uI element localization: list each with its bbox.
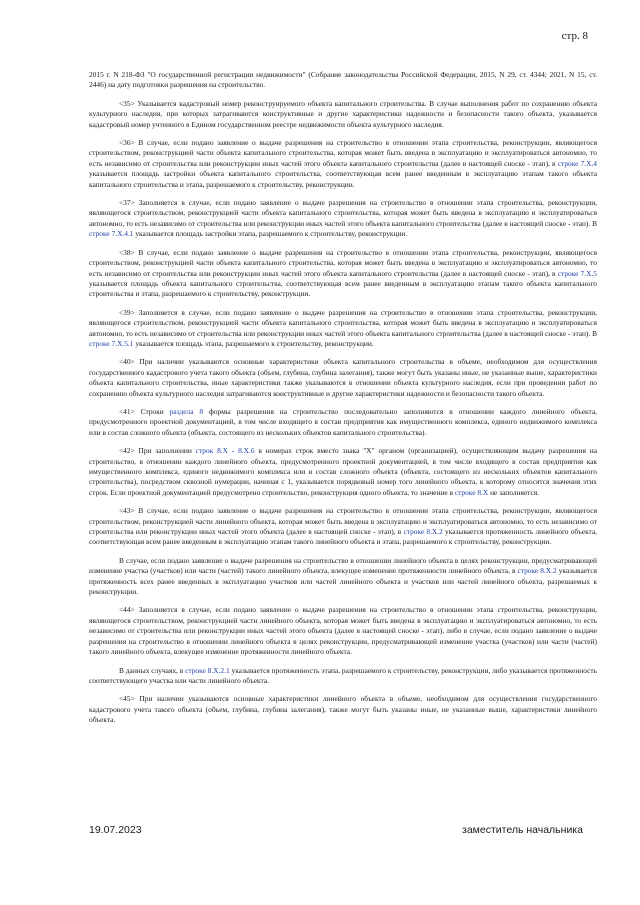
footnote-paragraph [89,556,597,598]
paragraph-text: указывается протяженность этапа, разрешаемого к строительству, реконструкции, либо указывается протяженность соответствующего участка или части линейного объекта. [89,665,597,685]
footnote-paragraph [89,198,597,240]
footer-signature-title: заместитель начальника [462,824,583,836]
footer-date: 19.07.2023 [89,824,142,836]
paragraph-text: <43> В случае, если подано заявление о выдаче разрешения на строительство в отношении этапа строительства, реконструкции, являющегося строительством, реконструкцией части линейного объекта, которая может быть введена в эксплуатацию и эксплуатироваться автономно, то есть независимо от строительства или реконструкции иных частей этого объекта (далее в настоящей сноске - этап), в [89,506,597,537]
paragraph-text: 2015 г. N 218-ФЗ "О государственной регистрации недвижимости" (Собрание законодательства Российской Федерации, 2015, N 29, ст. 4344; 2021, N 15, ст. 2446) на дату подготовки разрешения на строительство. [89,70,597,90]
paragraph-text: не заполняется. [488,487,539,497]
footnote-paragraph [89,666,597,687]
paragraph-text: В случае, если подано заявление о выдаче разрешения на строительство в отношении линейного объекта в целях реконструкции, предусматривающей изменение участка (участков) или части (частей) такого линейного объекта, влекущее изменение протяженности линейного объекта, в [89,555,597,576]
paragraph-text: <37> Заполняется в случае, если подано заявление о выдаче разрешения на строительство в отношении этапа строительства, реконструкции, являющегося строительством, реконструкцией части объекта капитального строительства, которая может быть введена в эксплуатацию и эксплуатироваться автономно, то есть независимо от строительства или реконструкции иных частей этого объекта капитального строительства (далее в настоящей сноске - этап). В [89,198,597,228]
document-body [89,70,597,734]
paragraph-text: <42> При заполнении [119,446,196,456]
cross-reference-link[interactable]: строке 8.Х.2 [517,566,557,576]
paragraph-text: указывается площадь этапа, разрешаемого к строительству, реконструкции. [133,338,374,348]
paragraph-text: в номерах строк вместо знака "Х" органом (организацией), осуществляющим выдачу разрешения на строительство, в отношении каждого линейного объекта, предусмотренного проектной документацией, в том числе входящего в состав предприятия как имущественного комплекса, единого недвижимого комплекса или в состав сложного объекта (объекта, состоящего из нескольких объектов капитального строительства), посредством сквозной нумерации, начиная с 1, указывается порядковый номер того линейного объекта, к которому относятся значения этих строк. Если проектной документацией предусмотрено строительство, реконструкция одного объекта, то значение в [89,446,598,497]
footnote-paragraph [89,357,597,399]
footnote-paragraph [89,605,597,657]
paragraph-text: <35> Указывается кадастровый номер реконструируемого объекта капитального строительства. В случае выполнения работ по сохранению объекта культурного наследия, при которых затрагиваются конструктивные и другие характеристики надежности и безопасности такого объекта, указывается кадастровый номер учтенного в Едином государственном реестре недвижимости объекта культурного наследия. [89,98,597,129]
paragraph-text: <44> Заполняется в случае, если подано заявление о выдаче разрешения на строительство в отношении этапа строительства, реконструкции, являющегося строительством, реконструкцией части линейного объекта, которая может быть введена в эксплуатацию и эксплуатироваться автономно, то есть независимо от строительства или реконструкции иных частей этого объекта (далее в настоящей сноске - этап), либо в случае, если подано заявление о выдаче разрешения на строительство в отношении линейного объекта в целях реконструкции, предусматривающей изменение участка (участков) или части (частей) такого линейного объекта, влекущее изменение протяженности линейного объекта. [89,605,597,657]
paragraph-text: <36> В случае, если подано заявление о выдаче разрешения на строительство в отношении этапа строительства, реконструкции, являющегося строительством, реконструкцией части объекта капитального строительства, которая может быть введена в эксплуатацию и эксплуатироваться автономно, то есть независимо от строительства или реконструкции иных частей этого объекта капитального строительства (далее в настоящей сноске - этап), в [89,138,597,168]
paragraph-text: указывается протяженность всех ранее введенных в эксплуатацию участков или частей линейного объекта и участков или частей линейного объекта, разрешаемых к реконструкции. [89,566,598,597]
paragraph-text: указывается площадь застройки объекта капитального строительства, соответствующая всем ранее введенным в эксплуатацию этапам такого объекта капитального строительства и этапа, разрешаемого к строительству, реконструкции. [89,169,597,189]
paragraph-text: <45> При наличии указываются основные характеристики линейного объекта в объеме, необходимом для осуществления государственного кадастрового учета такого объекта (объем, глубина, глубина залегания), также могут быть указаны иные, не указанные выше, характеристики линейного объекта. [89,694,597,725]
paragraph-text: В данных случаях, в [119,665,186,675]
cross-reference-link[interactable]: строке 7.Х.5.1 [89,338,134,348]
paragraph-text: указывается протяженность линейного объекта, соответствующая всем ранее введенным в эксплуатацию этапам такого линейного объекта и этапа, разрешаемого к строительству, реконструкции. [89,527,598,547]
cross-reference-link[interactable]: раздела 8 [169,406,204,416]
footnote-paragraph [89,308,597,350]
paragraph-text: <39> Заполняется в случае, если подано заявление о выдаче разрешения на строительство в отношении этапа строительства, реконструкции, являющегося строительством, реконструкцией части объекта капитального строительства, которая может быть введена в эксплуатацию и эксплуатироваться автономно, то есть независимо от строительства или реконструкции иных частей этого объекта капитального строительства (далее в настоящей сноске - этап). В [89,307,597,338]
footnote-paragraph [89,694,597,725]
cross-reference-link[interactable]: строк 8.Х - 8.Х.6 [195,446,255,456]
paragraph-text: <40> При наличии указываются основные характеристики объекта капитального строительства в объеме, необходимом для осуществления государственного кадастрового учета такого объекта (объем, глубина, глубина залегания), также могут быть указаны иные, не указанные выше, характеристики объекта капитального строительства, иные характеристики также указываются в отношении объекта культурного наследия, если при проведении работ по сохранению объекта культурного наследия затрагиваются конструктивные и другие характеристики надежности и безопасности такого объекта. [89,357,597,398]
paragraph-text: формы разрешения на строительство последовательно заполняются в отношении каждого линейного объекта, предусмотренного проектной документацией, в том числе входящего в состав предприятия как имущественного комплекса, единого недвижимого комплекса или в состав сложного объекта (объекта, состоящего из нескольких объектов капитального строительства). [89,406,597,437]
footnote-paragraph [89,446,597,498]
footnote-paragraph [89,138,597,190]
cross-reference-link[interactable]: строке 7.Х.5 [557,268,597,278]
footnote-paragraph [89,70,597,91]
cross-reference-link[interactable]: строке 7.Х.4.1 [89,229,134,239]
paragraph-text: <41> Строки [119,406,170,416]
cross-reference-link[interactable]: строке 8.Х [454,487,489,497]
cross-reference-link[interactable]: строке 7.Х.4 [557,158,597,168]
paragraph-text: указывается площадь застройки этапа, разрешаемого к строительству, реконструкции. [133,229,408,239]
cross-reference-link[interactable]: строке 8.Х.2 [403,527,443,537]
paragraph-text: <38> В случае, если подано заявление о выдаче разрешения на строительство в отношении этапа строительства, реконструкции, являющегося строительством, реконструкцией части объекта капитального строительства, которая может быть введена в эксплуатацию и эксплуатироваться автономно, то есть независимо от строительства или реконструкции иных частей этого объекта капитального строительства (далее в настоящей сноске - этап), в [89,247,597,278]
cross-reference-link[interactable]: строке 8.Х.2.1 [185,665,230,675]
footnote-paragraph [89,407,597,438]
footnote-paragraph [89,506,597,548]
page-number: стр. 8 [561,30,588,42]
footnote-paragraph [89,248,597,300]
footnote-paragraph [89,99,597,130]
paragraph-text: указывается площадь объекта капитального строительства, соответствующая всем ранее введенным в эксплуатацию этапам такого объекта капитального строительства и этапа, разрешаемого к строительству, реконструкции. [89,278,597,299]
